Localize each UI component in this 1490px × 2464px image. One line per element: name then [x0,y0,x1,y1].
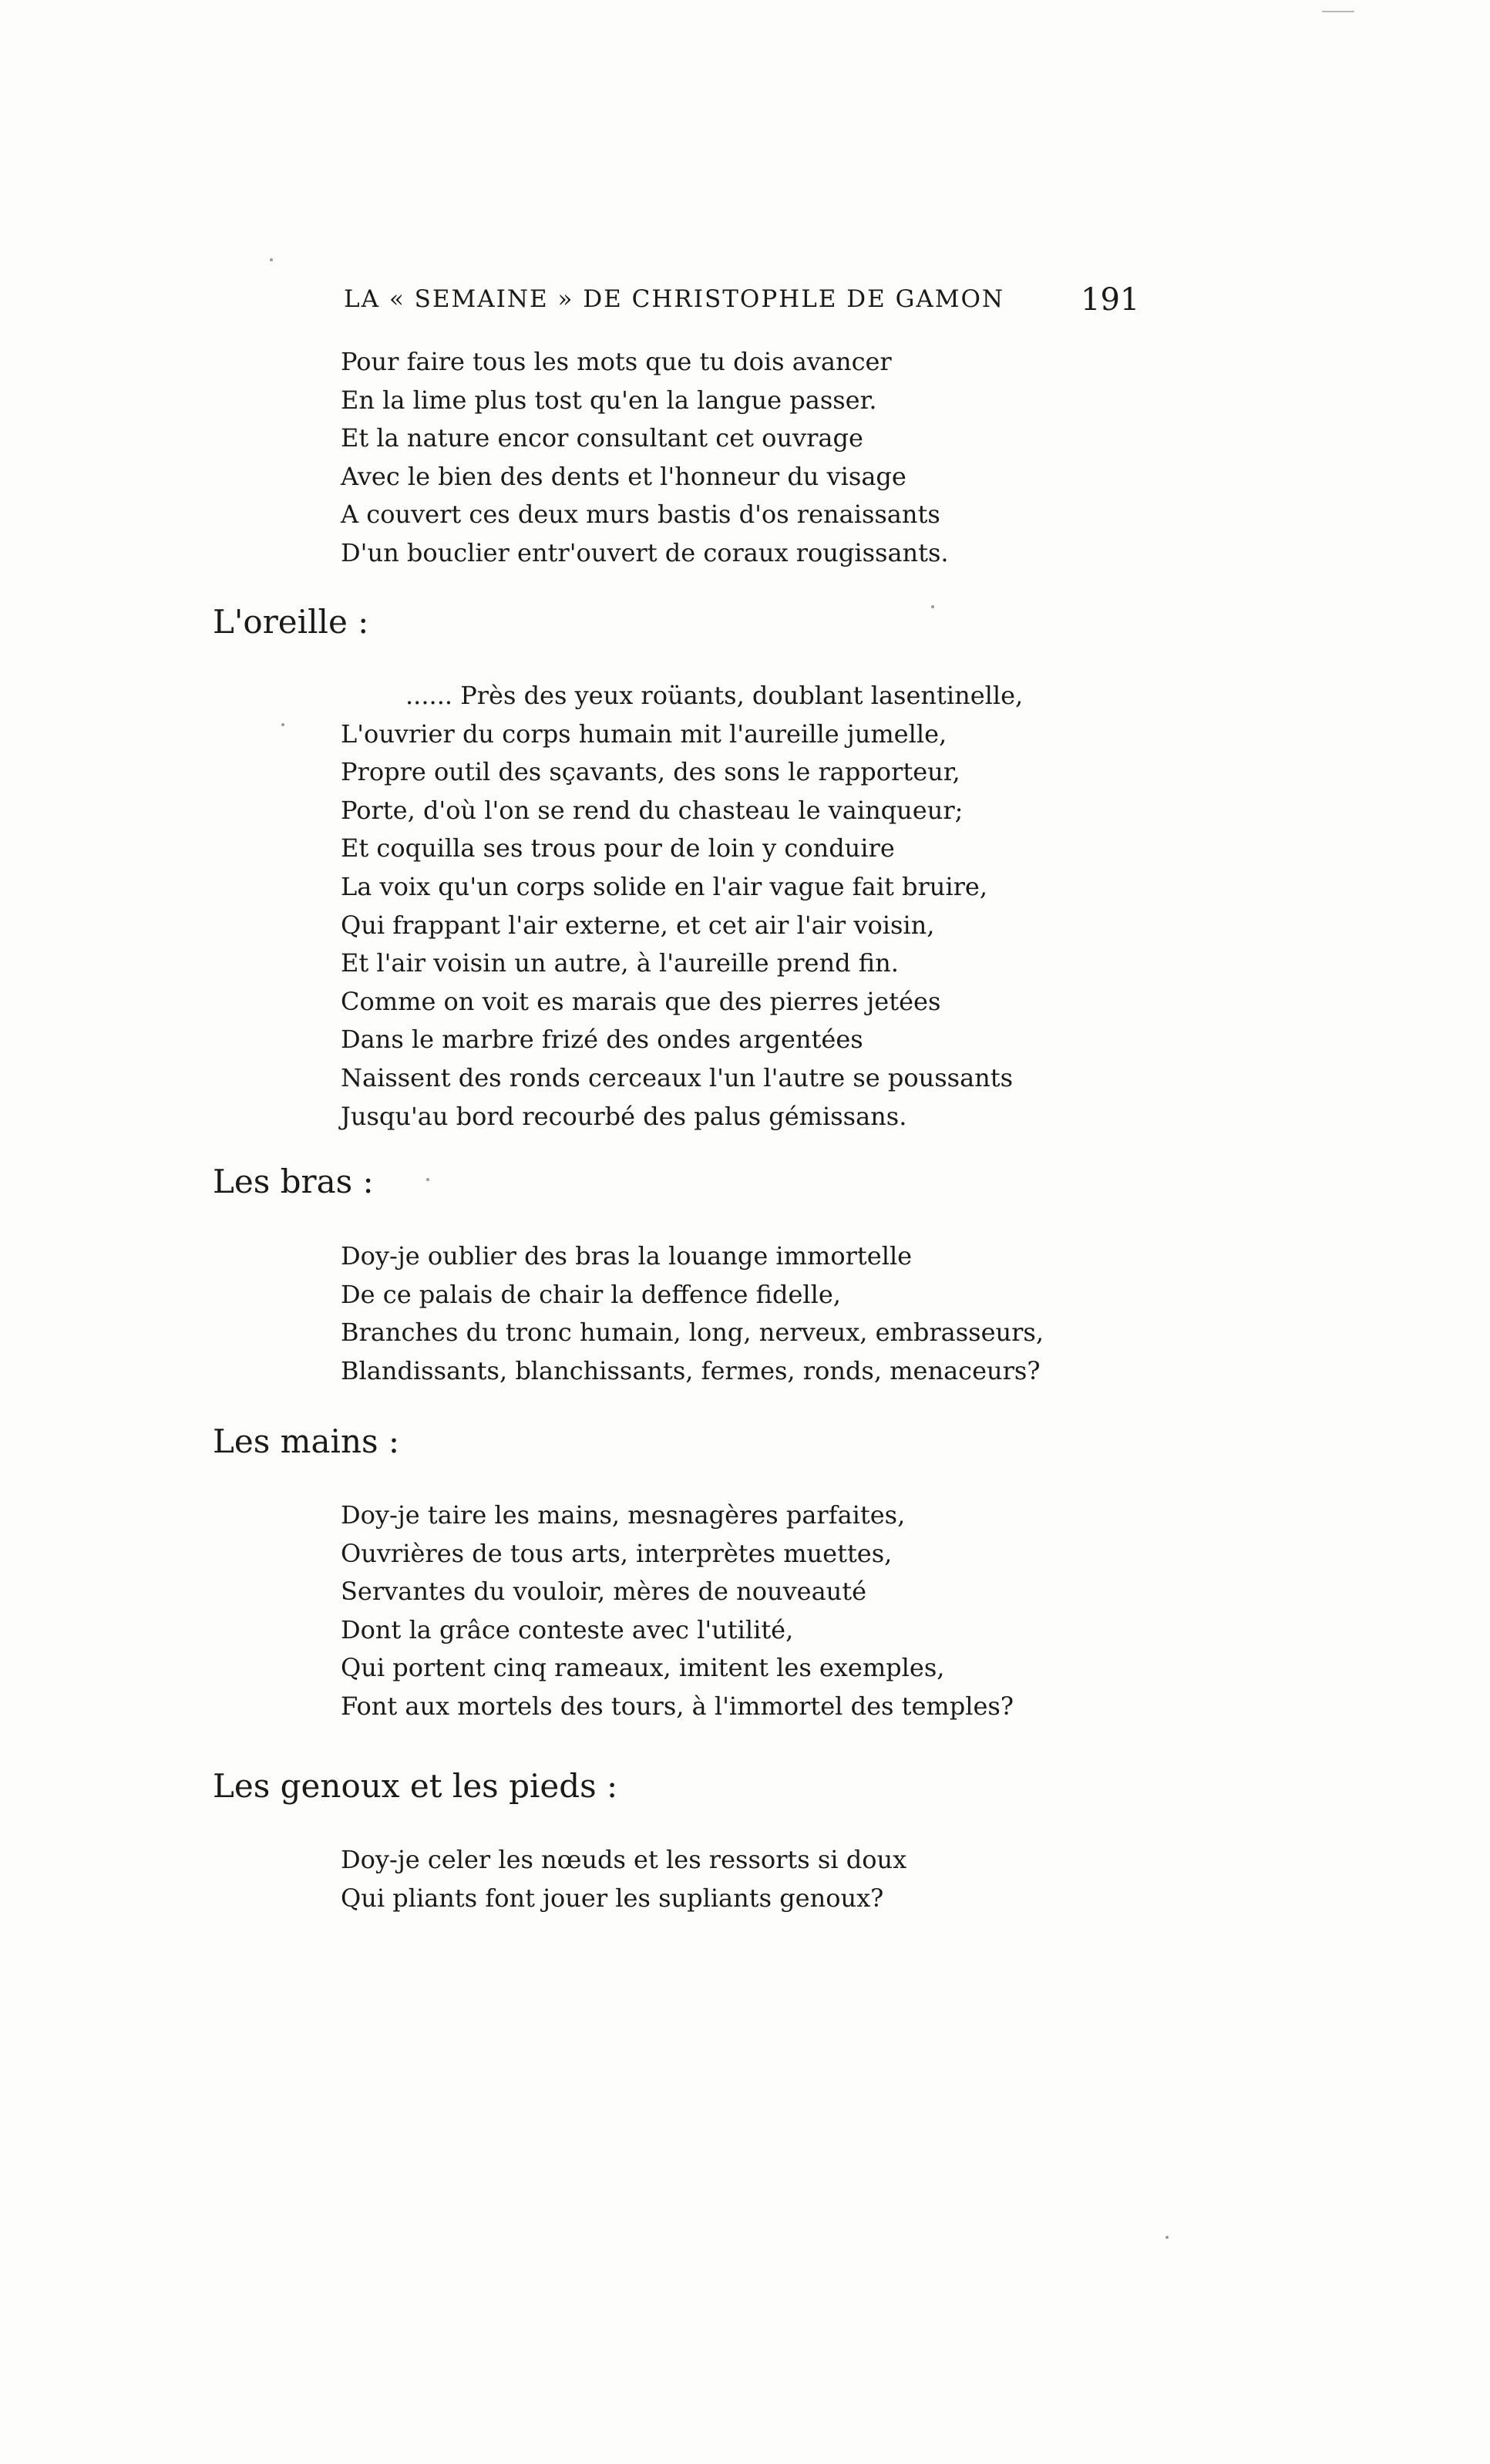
verse-block-mains [341,1496,1014,1726]
verse-line: Jusqu'au bord recourbé des palus gémissans. [341,1101,907,1131]
verse-line: Avec le bien des dents et l'honneur du visage [341,461,906,491]
verse-line: Propre outil des sçavants, des sons le rapporteur, [341,757,960,787]
section-heading-oreille: L'oreille : [213,603,369,641]
verse-block-oreille [341,677,1023,1136]
verse-line: L'ouvrier du corps humain mit l'aureille jumelle, [341,719,947,749]
running-title: LA « SEMAINE » DE CHRISTOPHLE DE GAMON [344,285,1005,313]
scan-speck [1165,2236,1169,2239]
verse-block-bras [341,1237,1044,1390]
verse-line: Blandissants, blanchissants, fermes, ronds, menaceurs? [341,1355,1041,1385]
verse-line: Comme on voit es marais que des pierres jetées [341,986,941,1016]
verse-line: A couvert ces deux murs bastis d'os renaissants [341,500,940,530]
scan-speck [426,1178,429,1181]
verse-line: Branches du tronc humain, long, nerveux, embrasseurs, [341,1318,1044,1348]
verse-line: Qui frappant l'air externe, et cet air l'air voisin, [341,910,935,940]
verse-line: Doy-je oublier des bras la louange immortelle [341,1241,913,1271]
verse-line: Font aux mortels des tours, à l'immortel des temples? [341,1691,1014,1721]
section-heading-mains: Les mains : [213,1422,400,1460]
verse-line: La voix qu'un corps solide en l'air vague fait bruire, [341,871,987,901]
verse-line: En la lime plus tost qu'en la langue passer. [341,385,877,415]
verse-line: Naissent des ronds cerceaux l'un l'autre se poussants [341,1062,1014,1092]
verse-line: Doy-je celer les nœuds et les ressorts si doux [341,1845,907,1874]
verse-line: D'un bouclier entr'ouvert de coraux rougissants. [341,537,949,567]
top-edge-rule [1322,11,1354,12]
verse-block-genoux-pieds [341,1841,906,1917]
verse-line: Dans le marbre frizé des ondes argentées [341,1025,863,1055]
scan-speck [931,605,934,608]
verse-line: Doy-je taire les mains, mesnagères parfaites, [341,1500,906,1530]
verse-line: Pour faire tous les mots que tu dois avancer [341,347,892,376]
verse-line: Qui pliants font jouer les supliants genoux? [341,1883,884,1913]
verse-line: Et coquilla ses trous pour de loin y conduire [341,833,895,863]
verse-line: ...... Près des yeux roüants, doublant lasentinelle, [405,681,1024,710]
verse-line: Et l'air voisin un autre, à l'aureille prend fin. [341,948,899,978]
verse-line: Dont la grâce conteste avec l'utilité, [341,1614,794,1644]
page-number: 191 [1081,282,1140,318]
scan-speck [270,258,273,261]
verse-line: Qui portent cinq rameaux, imitent les exemples, [341,1653,945,1683]
section-heading-bras: Les bras : [213,1163,374,1200]
verse-line: Porte, d'où l'on se rend du chasteau le vainqueur; [341,795,964,825]
scan-speck [281,723,284,726]
opening-verse-block [341,343,949,573]
verse-line: Servantes du vouloir, mères de nouveauté [341,1577,867,1607]
section-heading-genoux-pieds: Les genoux et les pieds : [213,1767,618,1805]
verse-line: Et la nature encor consultant cet ouvrage [341,423,863,453]
verse-line: Ouvrières de tous arts, interprètes muettes, [341,1538,893,1568]
verse-line: De ce palais de chair la deffence fidelle, [341,1279,841,1309]
